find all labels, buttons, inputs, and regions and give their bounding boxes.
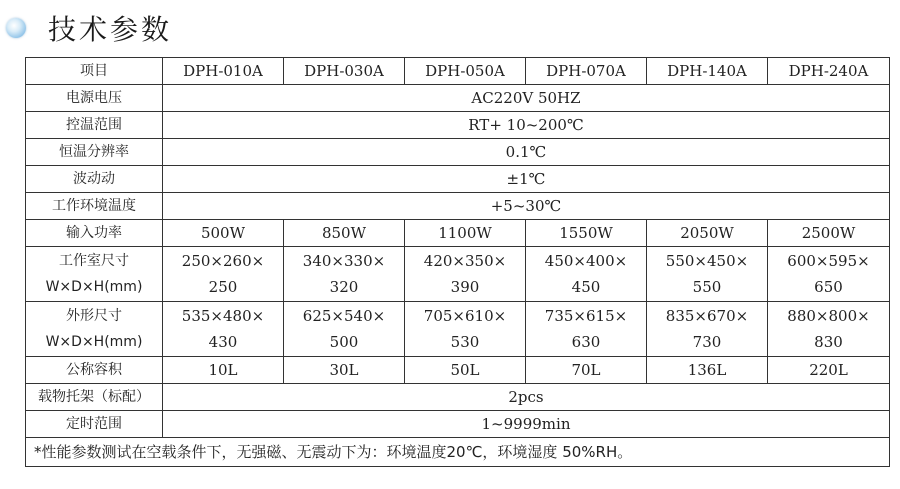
- cell-line: 630: [571, 333, 601, 351]
- table-cell: [405, 302, 526, 357]
- row-value: 1~9999min: [163, 411, 890, 438]
- row-value: 2pcs: [163, 384, 890, 411]
- row-value: ±1℃: [163, 166, 890, 193]
- row-label-line: 工作室尺寸: [59, 253, 129, 269]
- table-cell: 850W: [284, 220, 405, 247]
- row-label: 工作环境温度: [26, 193, 163, 220]
- table-cell: [284, 247, 405, 302]
- header-cell-model: DPH-050A: [405, 58, 526, 85]
- table-cell: 1550W: [526, 220, 647, 247]
- row-label: 输入功率: [26, 220, 163, 247]
- table-cell: [284, 302, 405, 357]
- footnote: *性能参数测试在空载条件下，无强磁、无震动下为：环境温度20℃，环境湿度 50%RH。: [26, 438, 890, 467]
- cell-line: 530: [450, 333, 480, 351]
- cell-line: 735×615×: [544, 307, 628, 325]
- header-cell-model: DPH-070A: [526, 58, 647, 85]
- cell-line: 625×540×: [302, 307, 386, 325]
- cell-line: 730: [692, 333, 722, 351]
- table-cell: 70L: [526, 357, 647, 384]
- row-label: [26, 247, 163, 302]
- section-heading: [6, 8, 172, 48]
- row-value: +5~30℃: [163, 193, 890, 220]
- header-cell-model: DPH-030A: [284, 58, 405, 85]
- table-cell: 30L: [284, 357, 405, 384]
- table-cell: 50L: [405, 357, 526, 384]
- cell-line: 600×595×: [787, 252, 870, 270]
- row-label: 恒温分辨率: [26, 139, 163, 166]
- table-row: [26, 193, 890, 220]
- cell-line: 835×670×: [665, 307, 749, 325]
- row-label: 电源电压: [26, 85, 163, 112]
- row-label: 公称容积: [26, 357, 163, 384]
- header-row: [26, 58, 890, 85]
- row-label: [26, 302, 163, 357]
- table-row: [26, 411, 890, 438]
- header-cell-model: DPH-240A: [768, 58, 890, 85]
- table-cell: [768, 247, 890, 302]
- cell-line: 250: [208, 278, 238, 296]
- cell-line: 705×610×: [423, 307, 507, 325]
- table-cell: [526, 247, 647, 302]
- cell-line: 650: [814, 278, 843, 296]
- table-row: [26, 139, 890, 166]
- table-cell: [526, 302, 647, 357]
- table-row: [26, 357, 890, 384]
- table-row: [26, 384, 890, 411]
- row-label: 载物托架（标配）: [26, 384, 163, 411]
- cell-line: 340×330×: [302, 252, 386, 270]
- bullet-dot-icon: [6, 18, 26, 38]
- table-cell: 136L: [647, 357, 768, 384]
- row-value: RT+ 10~200℃: [163, 112, 890, 139]
- table-cell: [163, 247, 284, 302]
- table-cell: [768, 302, 890, 357]
- header-cell-model: DPH-010A: [163, 58, 284, 85]
- table-cell: [163, 302, 284, 357]
- table-cell: 1100W: [405, 220, 526, 247]
- heading-title: 技术参数: [48, 13, 173, 46]
- row-value: 0.1℃: [163, 139, 890, 166]
- cell-line: 250×260×: [181, 252, 265, 270]
- table-cell: 10L: [163, 357, 284, 384]
- table-row: [26, 220, 890, 247]
- table-cell: [647, 247, 768, 302]
- table-cell: [405, 247, 526, 302]
- row-label: 波动动: [26, 166, 163, 193]
- cell-line: 500: [329, 333, 359, 351]
- table-row: [26, 247, 890, 302]
- table-row: [26, 85, 890, 112]
- header-cell-model: DPH-140A: [647, 58, 768, 85]
- spec-table: [25, 57, 890, 467]
- cell-line: 320: [329, 278, 359, 296]
- cell-line: 830: [814, 333, 843, 351]
- row-label-line: W×D×H(mm): [45, 334, 143, 350]
- table-cell: 2050W: [647, 220, 768, 247]
- table-cell: 2500W: [768, 220, 890, 247]
- table-row: [26, 302, 890, 357]
- cell-line: 450: [571, 278, 601, 296]
- cell-line: 535×480×: [181, 307, 265, 325]
- table-cell: 220L: [768, 357, 890, 384]
- table-row: [26, 166, 890, 193]
- cell-line: 550: [692, 278, 722, 296]
- table-row: [26, 112, 890, 139]
- row-label-line: 外形尺寸: [66, 308, 122, 324]
- cell-line: 550×450×: [665, 252, 749, 270]
- footnote-row: [26, 438, 890, 467]
- cell-line: 450×400×: [544, 252, 628, 270]
- cell-line: 880×800×: [787, 307, 870, 325]
- row-label: 定时范围: [26, 411, 163, 438]
- cell-line: 390: [450, 278, 480, 296]
- row-value: AC220V 50HZ: [163, 85, 890, 112]
- table-cell: 500W: [163, 220, 284, 247]
- row-label: 控温范围: [26, 112, 163, 139]
- table-cell: [647, 302, 768, 357]
- header-cell-item: 项目: [26, 58, 163, 85]
- cell-line: 430: [208, 333, 238, 351]
- cell-line: 420×350×: [423, 252, 507, 270]
- row-label-line: W×D×H(mm): [45, 279, 143, 295]
